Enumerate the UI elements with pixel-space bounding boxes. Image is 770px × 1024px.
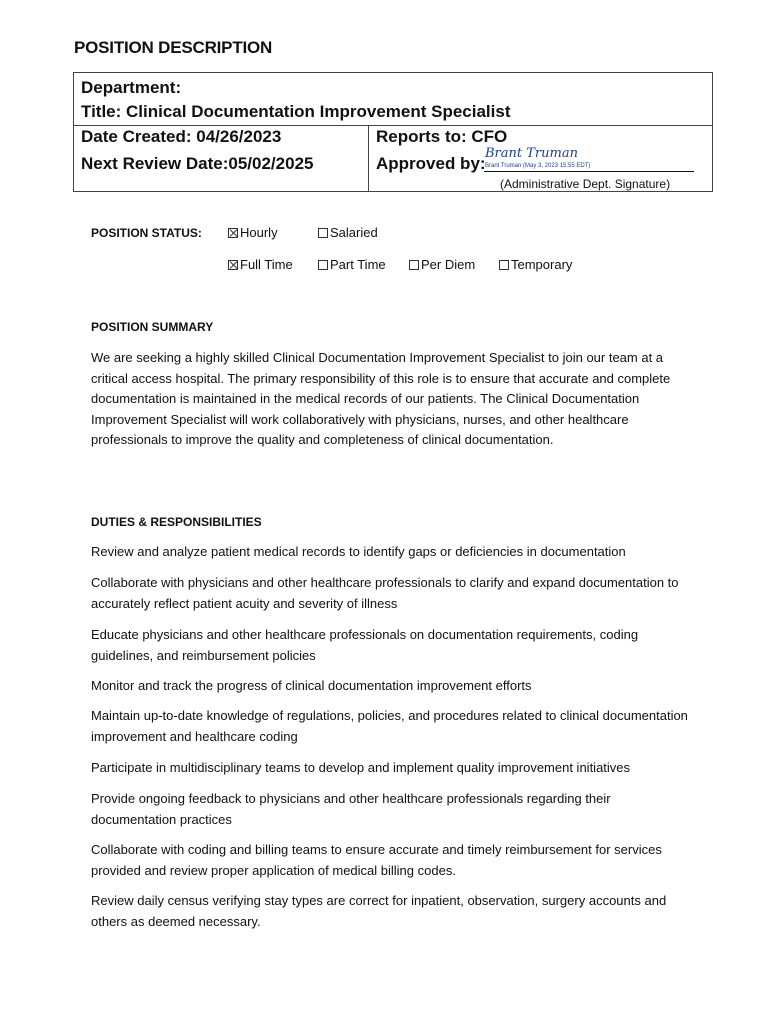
duty-item: Collaborate with physicians and other healthcare professionals to clarify and expand documentation to accurately reflect patient acuity and severity of illness — [91, 575, 679, 611]
duty-item: Provide ongoing feedback to physicians and other healthcare professionals regarding their documentation practices — [91, 791, 611, 827]
checkbox-empty-icon[interactable] — [499, 260, 509, 270]
department-label: Department: — [81, 78, 182, 97]
job-title: Title: Clinical Documentation Improvement Specialist — [81, 102, 511, 121]
option-hourly[interactable] — [228, 225, 278, 240]
document-title: POSITION DESCRIPTION — [74, 38, 273, 57]
checkbox-empty-icon[interactable] — [409, 260, 419, 270]
header-table — [73, 72, 713, 192]
duty-item: Collaborate with coding and billing teams to ensure accurate and timely reimbursement for services provided and review proper application of medical billing codes. — [91, 842, 662, 878]
duty-item: Monitor and track the progress of clinical documentation improvement efforts — [91, 678, 532, 693]
option-full-time[interactable] — [228, 257, 293, 272]
summary-heading: POSITION SUMMARY — [91, 320, 214, 334]
reports-to: Reports to: CFO — [376, 127, 508, 146]
signature-caption: (Administrative Dept. Signature) — [500, 177, 671, 191]
option-salaried[interactable] — [318, 225, 378, 240]
approved-by-label: Approved by: — [376, 154, 486, 173]
duty-item: Educate physicians and other healthcare professionals on documentation requirements, coding guidelines, and reimbursement policies — [91, 627, 639, 663]
duty-item: Review and analyze patient medical records to identify gaps or deficiencies in documentation — [91, 544, 626, 559]
dates-cell — [74, 125, 369, 191]
approval-cell — [369, 125, 712, 191]
checkbox-empty-icon[interactable] — [318, 260, 328, 270]
option-label: Full Time — [240, 257, 293, 272]
option-label: Temporary — [511, 257, 573, 272]
signature-script: Brant Truman — [485, 146, 578, 161]
option-per-diem[interactable] — [409, 257, 475, 272]
next-review-date: Next Review Date:05/02/2025 — [81, 154, 314, 173]
option-label: Part Time — [330, 257, 386, 272]
checkbox-checked-icon[interactable] — [228, 228, 238, 238]
duty-item: Participate in multidisciplinary teams to develop and implement quality improvement initiatives — [91, 760, 631, 775]
option-label: Salaried — [330, 225, 378, 240]
checkbox-checked-icon[interactable] — [228, 260, 238, 270]
summary-text: We are seeking a highly skilled Clinical Documentation Improvement Specialist to join our team at a critical access hospital. The primary responsibility of this role is to ensure that accurate and complete documentation is maintained in the medical records of our patients. The Clinical Documentation Improvement Specialist will work collaboratively with physicians, nurses, and other healthcare professionals to improve the quality and completeness of clinical documentation. — [91, 350, 671, 447]
duties-heading: DUTIES & RESPONSIBILITIES — [91, 515, 262, 529]
option-label: Hourly — [240, 225, 278, 240]
header-top-cell — [74, 73, 712, 126]
option-temporary[interactable] — [499, 257, 572, 272]
signature-line — [484, 171, 694, 172]
option-label: Per Diem — [421, 257, 476, 272]
duty-item: Review daily census verifying stay types are correct for inpatient, observation, surgery accounts and others as deemed necessary. — [91, 893, 667, 929]
date-created: Date Created: 04/26/2023 — [81, 127, 282, 146]
duty-item: Maintain up-to-date knowledge of regulations, policies, and procedures related to clinical documentation improvement and healthcare coding — [91, 708, 688, 744]
option-part-time[interactable] — [318, 257, 386, 272]
position-status-label: POSITION STATUS: — [91, 226, 202, 240]
signature-stamp: Brant Truman (May 3, 2023 15:55 EDT) — [485, 163, 591, 169]
checkbox-empty-icon[interactable] — [318, 228, 328, 238]
